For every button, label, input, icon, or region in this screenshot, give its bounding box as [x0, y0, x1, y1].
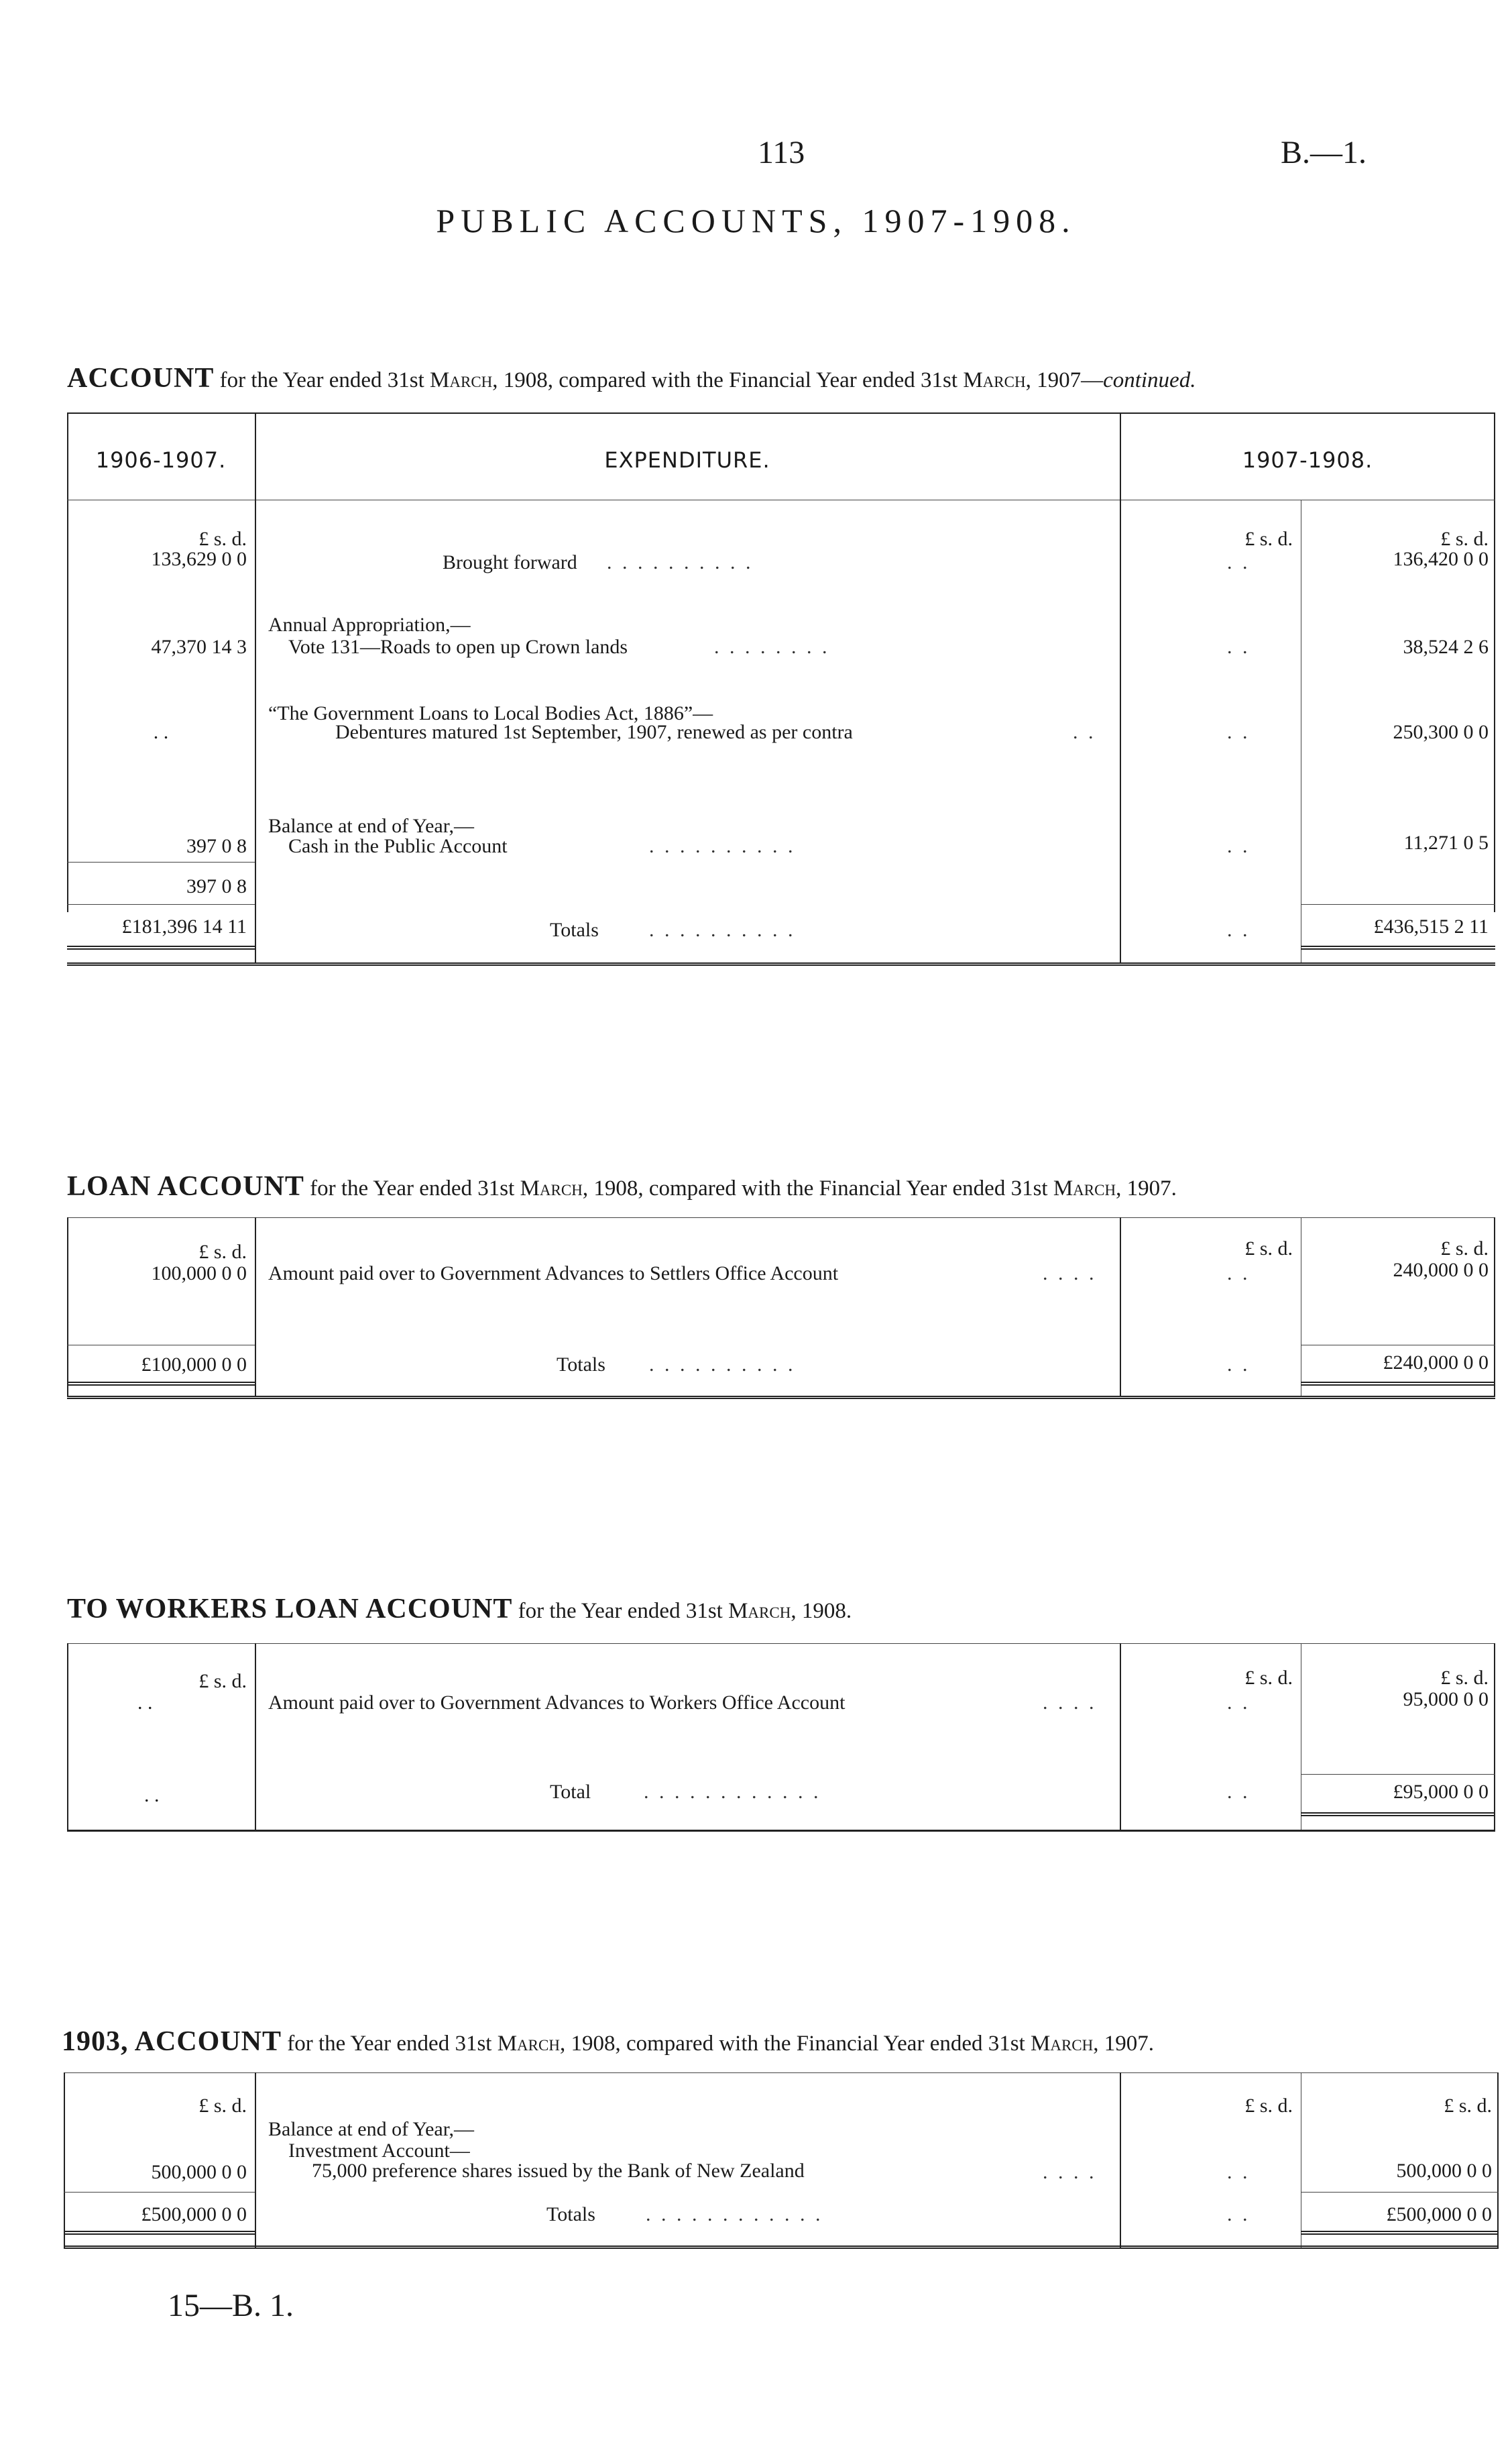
shares-total-prev: £500,000 0 0 [141, 2203, 247, 2225]
shares-total-curr: £500,000 0 0 [1386, 2203, 1492, 2225]
row-vote-131-label: Vote 131—Roads to open up Crown lands [288, 636, 628, 658]
shares-totals-mid: . . [1227, 2203, 1251, 2225]
column-header-1906-1907: 1906-1907. [95, 447, 227, 473]
section3-heading: TO WORKERS LOAN ACCOUNT for the Year ended 31st March, 1908. [67, 1594, 852, 1624]
totals-mid: . . [1227, 919, 1251, 941]
row-balance-label: Balance at end of Year,— [268, 815, 475, 837]
loan-units-curr: £ s. d. [1440, 1237, 1489, 1260]
row-brought-forward-label: Brought forward [443, 551, 577, 573]
workers-total-prev: . . [144, 1784, 160, 1806]
units-prev: £ s. d. [198, 528, 247, 550]
section2-table [67, 1217, 1495, 1412]
workers-total-mid: . . [1227, 1781, 1251, 1803]
document-reference: B.—1. [1281, 135, 1367, 170]
shares-row-prev: 500,000 0 0 [151, 2161, 247, 2183]
page-number: 113 [758, 135, 805, 170]
workers-row-label: Amount paid over to Government Advances to Workers Office Account [268, 1692, 846, 1714]
row-cash-public-account-mid: . . [1227, 835, 1251, 857]
loan-row-amount: 240,000 0 0 [1393, 1259, 1489, 1281]
loan-row-mid: . . [1227, 1262, 1251, 1284]
workers-total-dots: . . . . . . . . . . . . [644, 1781, 821, 1803]
total-prev: £181,396 14 11 [121, 916, 247, 938]
row-cash-public-account-amount: 11,271 0 5 [1403, 832, 1489, 854]
row-loans-act-prev: . . [153, 721, 169, 743]
loan-total-curr: £240,000 0 0 [1383, 1351, 1489, 1374]
section2-heading: LOAN ACCOUNT for the Year ended 31st March, 1908, compared with the Financial Year ended 31st March, 1907. [67, 1171, 1177, 1202]
workers-units-curr: £ s. d. [1440, 1667, 1489, 1689]
shares-units-prev: £ s. d. [198, 2095, 247, 2117]
row-brought-forward-amount: 136,420 0 0 [1393, 548, 1489, 570]
workers-units-prev: £ s. d. [198, 1670, 247, 1692]
loan-totals-dots: . . . . . . . . . . [649, 1353, 796, 1376]
shares-row-amount: 500,000 0 0 [1396, 2160, 1492, 2182]
loan-units-mid: £ s. d. [1244, 1237, 1293, 1260]
shares-row-label: 75,000 preference shares issued by the Bank of New Zealand [312, 2160, 805, 2182]
column-header-1907-1908: 1907-1908. [1242, 447, 1373, 473]
units-curr: £ s. d. [1440, 528, 1489, 550]
loan-row-dots: . . . . [1043, 1262, 1097, 1284]
row-brought-forward-dots: . . . . . . . . . . [607, 551, 754, 573]
loan-units-prev: £ s. d. [198, 1241, 247, 1263]
section4-table [64, 2072, 1499, 2260]
totals-label: Totals [550, 919, 599, 941]
section1-table [67, 412, 1495, 976]
section4-heading: 1903, ACCOUNT for the Year ended 31st March, 1908, compared with the Financial Year ended 31st March, 1907. [62, 2026, 1154, 2057]
shares-row-dots: . . . . [1043, 2161, 1097, 2183]
row-debentures-mid: . . [1227, 721, 1251, 743]
shares-totals-label: Totals [546, 2203, 595, 2225]
loan-totals-label: Totals [557, 1353, 605, 1376]
workers-row-dots: . . . . [1043, 1692, 1097, 1714]
workers-row-mid: . . [1227, 1692, 1251, 1714]
row-brought-forward-prev: 133,629 0 0 [151, 548, 247, 570]
units-mid: £ s. d. [1244, 528, 1293, 550]
workers-row-amount: 95,000 0 0 [1403, 1688, 1489, 1710]
section1-heading: ACCOUNT for the Year ended 31st March, 1908, compared with the Financial Year ended 31st March, 1907—continued. [67, 363, 1196, 394]
row-balance-prev: 397 0 8 [186, 835, 247, 857]
totals-dots: . . . . . . . . . . [649, 919, 796, 941]
row-loans-act-label: “The Government Loans to Local Bodies Act, 1886”— [268, 702, 713, 724]
loan-totals-mid: . . [1227, 1353, 1251, 1376]
workers-total-label: Total [550, 1781, 591, 1803]
loan-row-prev: 100,000 0 0 [151, 1262, 247, 1284]
row-vote-131-amount: 38,524 2 6 [1403, 636, 1489, 658]
row-annual-appropriation-prev: 47,370 14 3 [151, 636, 247, 658]
row-vote-131-dots: . . . . . . . . [714, 636, 830, 658]
shares-balance-label: Balance at end of Year,— [268, 2118, 475, 2140]
page-title: PUBLIC ACCOUNTS, 1907-1908. [436, 202, 1076, 239]
row-debentures-dots: . . [1073, 721, 1096, 743]
row-debentures-amount: 250,300 0 0 [1393, 721, 1489, 743]
workers-units-mid: £ s. d. [1244, 1667, 1293, 1689]
shares-investment-label: Investment Account— [288, 2140, 470, 2162]
row-annual-appropriation-label: Annual Appropriation,— [268, 614, 471, 636]
shares-units-curr: £ s. d. [1444, 2095, 1492, 2117]
workers-row-prev: . . [137, 1692, 153, 1714]
section3-table [67, 1643, 1495, 1844]
shares-totals-dots: . . . . . . . . . . . . [646, 2203, 823, 2225]
page-footer: 15—B. 1. [168, 2288, 294, 2323]
subtotal-prev: 397 0 8 [186, 875, 247, 897]
shares-row-mid: . . [1227, 2161, 1251, 2183]
column-header-expenditure: EXPENDITURE. [604, 447, 770, 473]
row-cash-public-account-dots: . . . . . . . . . . [649, 835, 796, 857]
shares-units-mid: £ s. d. [1244, 2095, 1293, 2117]
row-brought-forward-mid: . . [1227, 551, 1251, 573]
row-cash-public-account-label: Cash in the Public Account [288, 835, 508, 857]
workers-total-curr: £95,000 0 0 [1393, 1781, 1489, 1803]
row-debentures-label: Debentures matured 1st September, 1907, renewed as per contra [335, 721, 853, 743]
loan-row-label: Amount paid over to Government Advances to Settlers Office Account [268, 1262, 839, 1284]
total-curr: £436,515 2 11 [1373, 916, 1489, 938]
row-vote-131-mid: . . [1227, 636, 1251, 658]
loan-total-prev: £100,000 0 0 [141, 1353, 247, 1376]
